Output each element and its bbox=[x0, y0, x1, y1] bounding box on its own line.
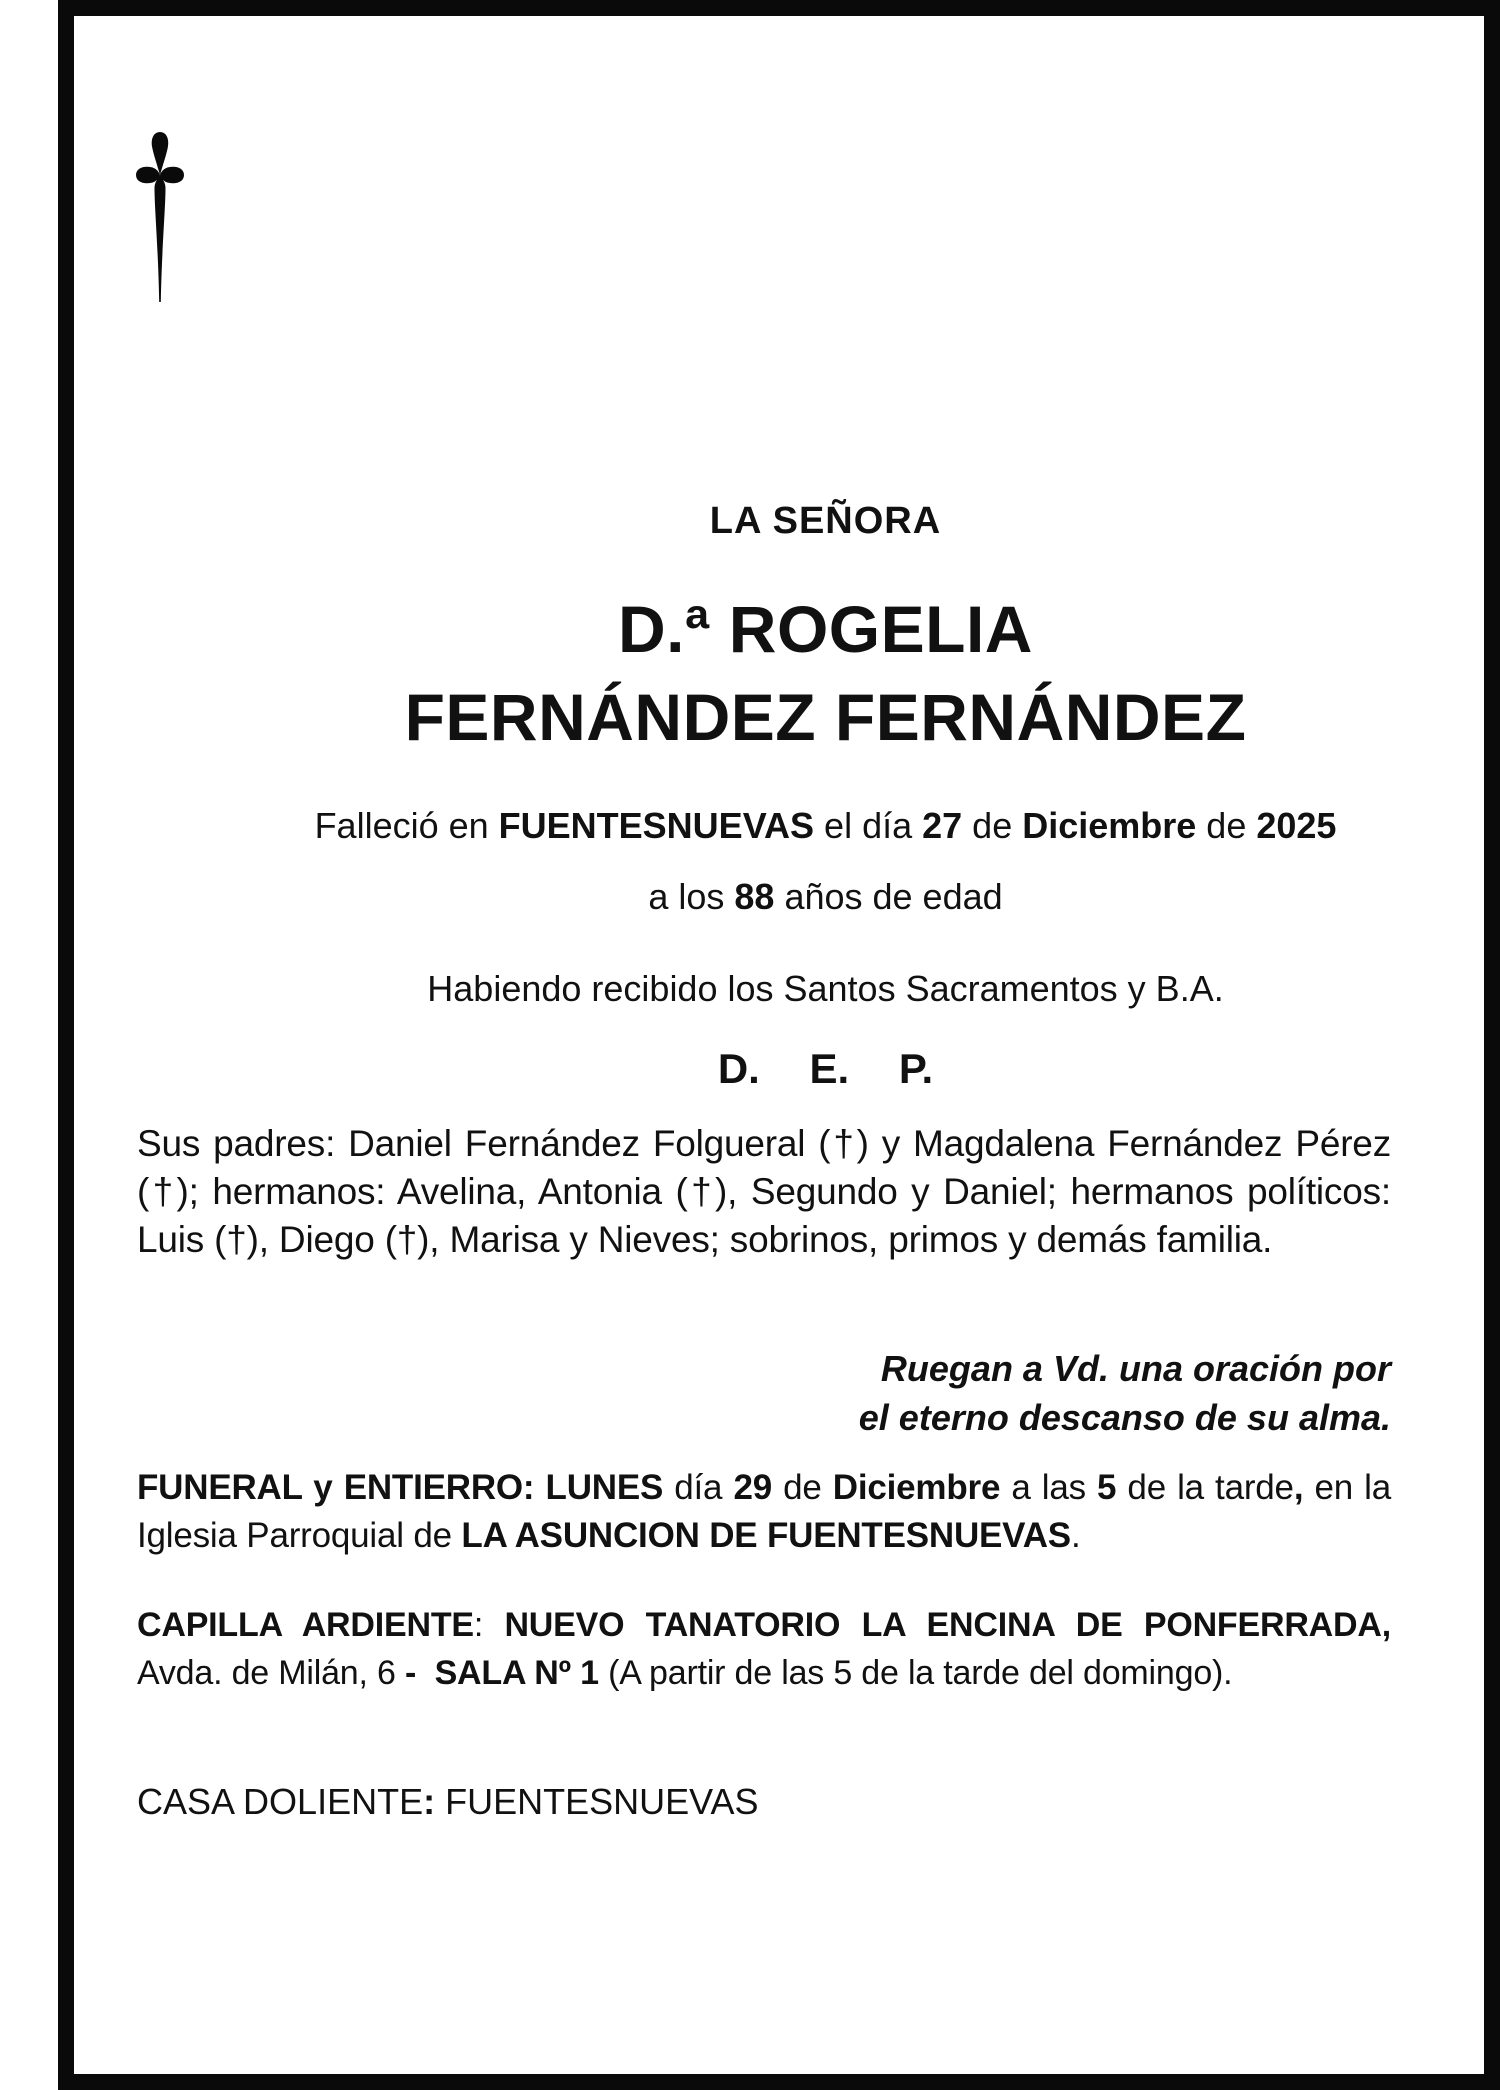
funeral-paragraph: FUNERAL y ENTIERRO: LUNES día 29 de Diciembre a las 5 de la tarde, en la Iglesia Parroquial de LA ASUNCION DE FUENTESNUEVAS. bbox=[137, 1468, 1391, 1555]
dep-abbreviation: D. E. P. bbox=[717, 1045, 934, 1092]
prayer-text: Ruegan a Vd. una oración por el eterno descanso de su alma. bbox=[858, 1348, 1391, 1438]
age-line: a los 88 años de edad bbox=[648, 876, 1003, 917]
mourning-house-line: CASA DOLIENTE: FUENTESNUEVAS bbox=[137, 1781, 759, 1822]
deceased-name: D.ª ROGELIA FERNÁNDEZ FERNÁNDEZ bbox=[404, 592, 1247, 754]
death-date-line: Falleció en FUENTESNUEVAS el día 27 de Diciembre de 2025 bbox=[314, 805, 1337, 846]
family-paragraph: Sus padres: Daniel Fernández Folgueral (†) y Magdalena Fernández Pérez (†); hermanos: Avelina, Antonia (†), Segundo y Daniel; hermanos políticos: Luis (†), Diego (†), Marisa y Nieves; sobrinos, primos y demás familia. bbox=[137, 1123, 1391, 1260]
chapel-paragraph: CAPILLA ARDIENTE: NUEVO TANATORIO LA ENCINA DE PONFERRADA, Avda. de Milán, 6 - SALA Nº 1 (A partir de las 5 de la tarde del domingo). bbox=[137, 1606, 1391, 1692]
sacraments-line: Habiendo recibido los Santos Sacramentos y B.A. bbox=[427, 968, 1224, 1009]
honorific-title: LA SEÑORA bbox=[709, 500, 942, 542]
obituary-frame bbox=[58, 0, 1500, 2090]
memorial-cross-icon bbox=[132, 128, 188, 306]
